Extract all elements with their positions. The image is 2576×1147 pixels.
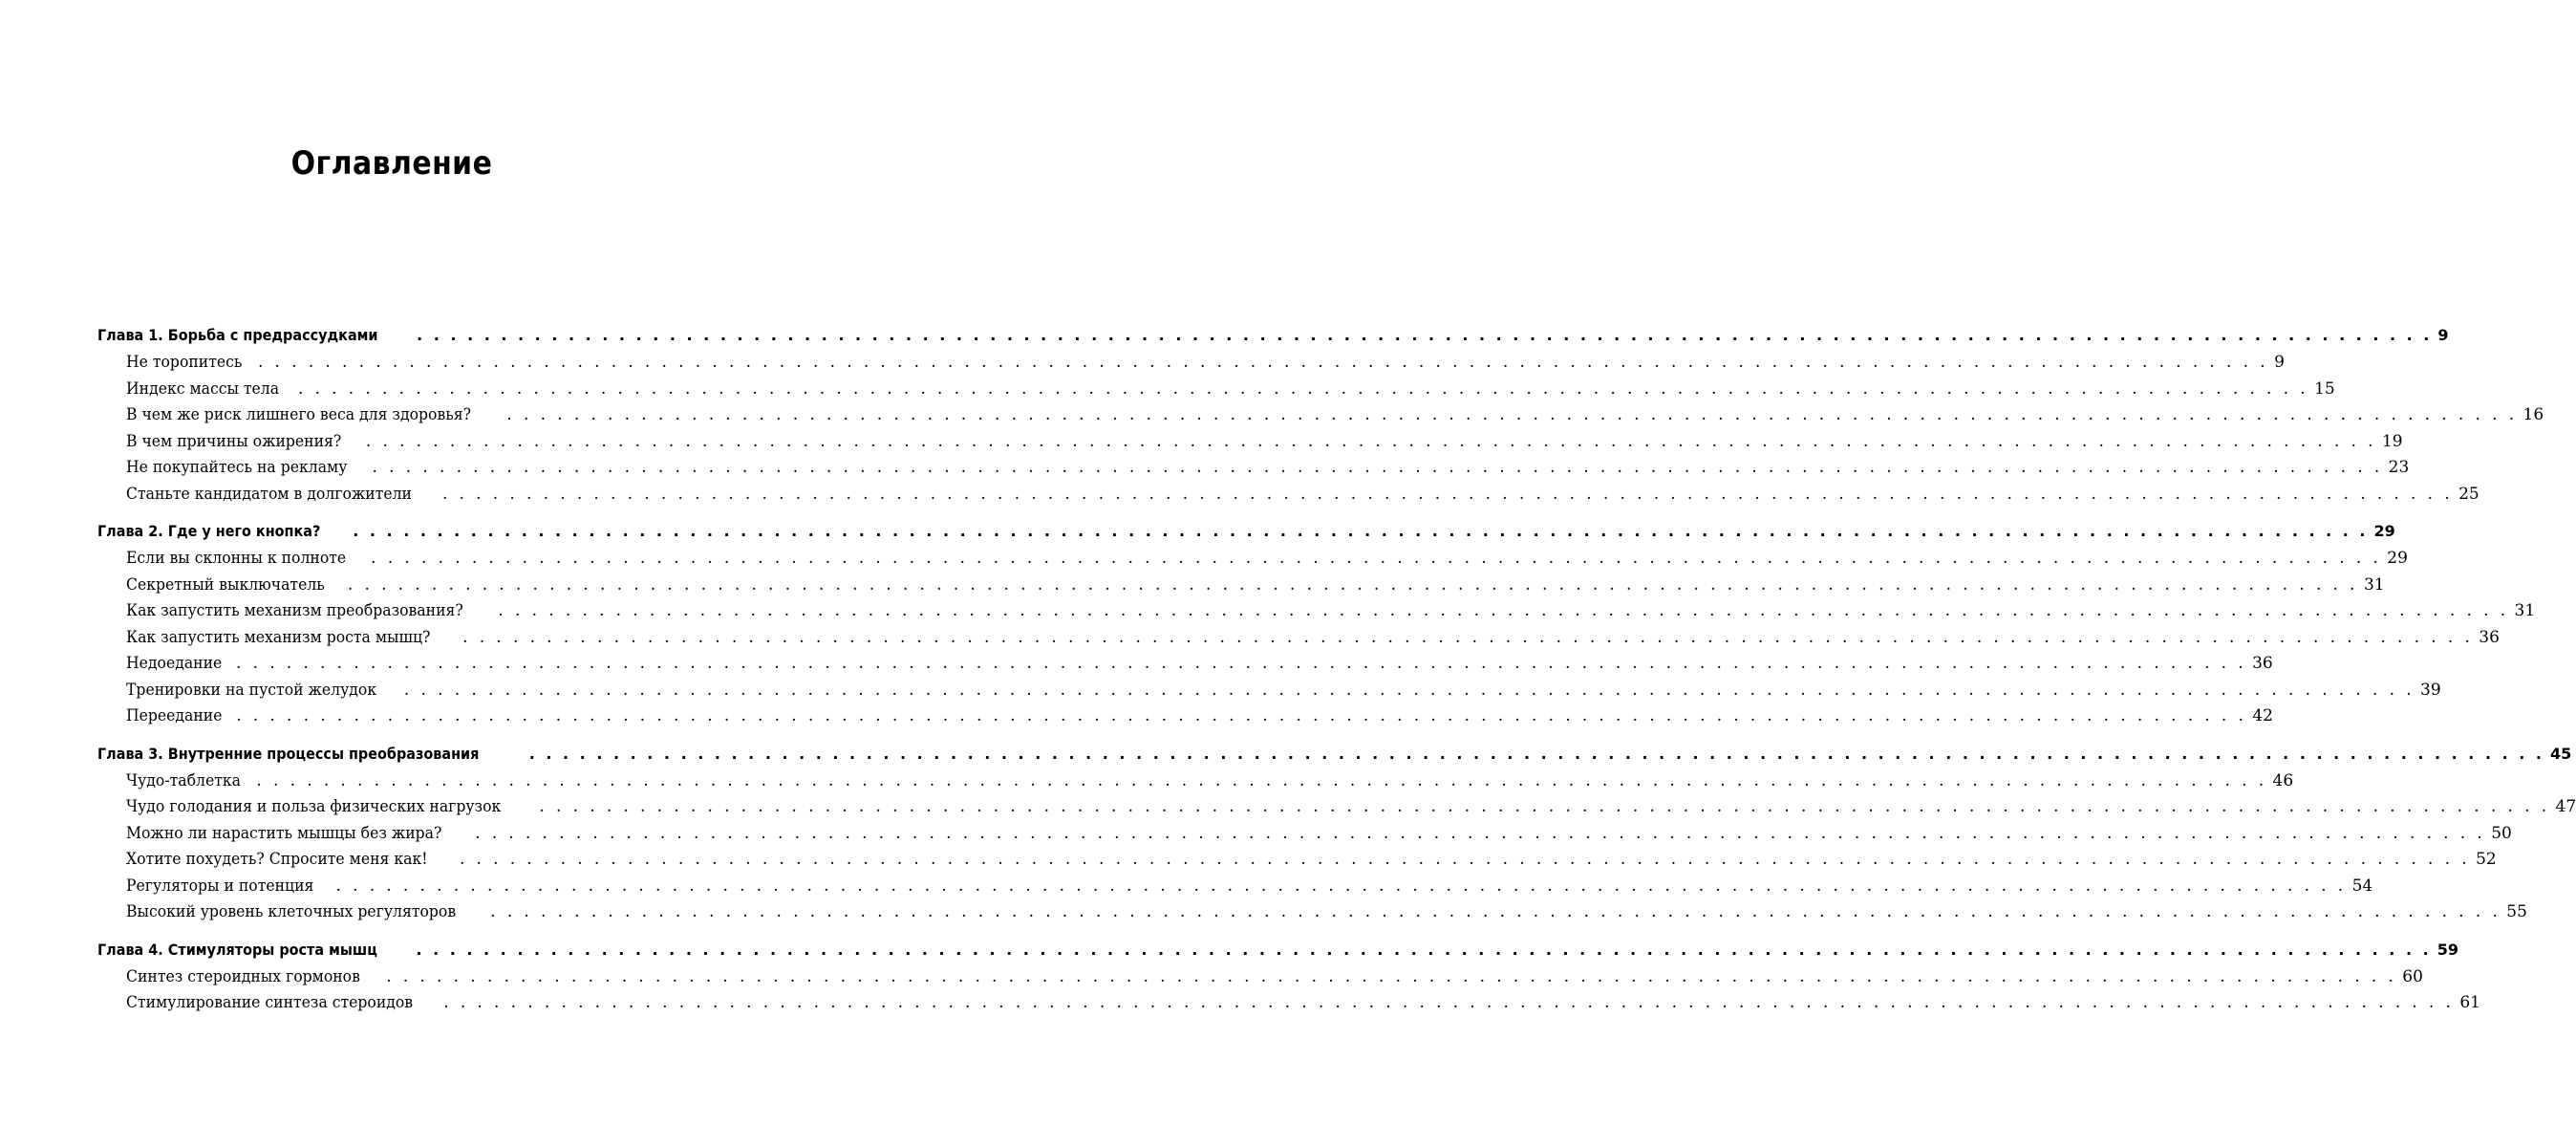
dot-leader: . . . . . . . . . . . . . . . . . . . . . . . . . . . . . . . . . . . . . . . . . . . . . . . . . . . . . . . . . . . . . . . . . . . . . . . . . . . . . . . . . . . . . . . . . . . . . . . . . . . . . . . . . . . . . . . . . . . . . . . . (441, 484, 2454, 504)
toc-section[interactable] (126, 703, 2273, 730)
toc-section-label: Как запустить механизм преобразования? (126, 601, 463, 620)
dot-leader: . . . . . . . . . . . . . . . . . . . . . . . . . . . . . . . . . . . . . . . . . . . . . . . . . . . . . . . . . . . . . . . . . . . . . . . . . . . . . . . . . . . . . . . . . . . . . . . . . . . . . . . . . . . . . . . . . . . . . . . . (371, 549, 2382, 568)
toc-section-label: Тренировки на пустой желудок (126, 680, 377, 700)
toc-section-label: Как запустить механизм роста мышц? (126, 627, 431, 647)
toc-section[interactable] (126, 350, 2285, 377)
toc-section[interactable] (126, 455, 2410, 482)
toc-section-page-number: 61 (2459, 993, 2480, 1012)
toc-section-label: Синтез стероидных гормонов (126, 966, 360, 986)
toc-section-label: Чудо-таблетка (126, 770, 241, 790)
dot-leader: . . . . . . . . . . . . . . . . . . . . . . . . . . . . . . . . . . . . . . . . . . . . . . . . . . . . . . . . . . . . . . . . . . . . . . . . . . . . . . . . . . . . . . . . . . . . . . . . . . . . . . . . . . . . . . . . . . . . . . . . (539, 797, 2550, 816)
dot-leader: . . . . . . . . . . . . . . . . . . . . . . . . . . . . . . . . . . . . . . . . . . . . . . . . . . . . . . . . . . . . . . . . . . . . . . . . . . . . . . . . . . . . . . . . . . . . . . . . . . . . . . . . . . . . . . . . . . . . . . . . (347, 574, 2358, 595)
toc-section[interactable] (126, 573, 2385, 599)
toc-section[interactable] (126, 678, 2441, 704)
dot-leader: . . . . . . . . . . . . . . . . . . . . . . . . . . . . . . . . . . . . . . . . . . . . . . . . . . . . . . . . . . . . . . . . . . . . . . . . . . . . . . . . . . . . . . . . . . . . . . . . . . . . . . . . . . . . . . . . . . . . . . . . (417, 326, 2433, 344)
toc-section-label: Высокий уровень клеточных регуляторов (126, 902, 457, 921)
toc-section-label: Хотите похудеть? Спросите меня как! (126, 850, 428, 869)
page-title: Оглавление (290, 143, 493, 183)
toc-chapter[interactable] (97, 517, 2395, 546)
dot-leader: . . . . . . . . . . . . . . . . . . . . . . . . . . . . . . . . . . . . . . . . . . . . . . . . . . . . . . . . . . . . . . . . . . . . . . . . . . . . . . . . . . . . . . . . . . . . . . . . . . . . . . . . . . . . . . . . . . . . . . . . (353, 522, 2369, 540)
toc-section[interactable] (126, 598, 2536, 625)
toc-section-label: Стимулирование синтеза стероидов (126, 993, 414, 1012)
toc-section[interactable] (126, 651, 2273, 678)
dot-leader: . . . . . . . . . . . . . . . . . . . . . . . . . . . . . . . . . . . . . . . . . . . . . . . . . . . . . . . . . . . . . . . . . . . . . . . . . . . . . . . . . . . . . . . . . . . . . . . . . . . . . . . . . . . . . . . . . . . . . . . . (462, 627, 2474, 647)
toc-section[interactable] (126, 429, 2403, 456)
dot-leader: . . . . . . . . . . . . . . . . . . . . . . . . . . . . . . . . . . . . . . . . . . . . . . . . . . . . . . . . . . . . . . . . . . . . . . . . . . . . . . . . . . . . . . . . . . . . . . . . . . . . . . . . . . . . . . . . . . . . . . . . (257, 353, 2269, 372)
toc-section-page-number: 52 (2476, 850, 2497, 869)
toc-chapter-page-number: 29 (2373, 522, 2395, 540)
toc-section-page-number: 47 (2555, 797, 2576, 816)
chapter-spacer (97, 508, 682, 517)
toc-chapter[interactable] (97, 936, 2458, 964)
toc-section-page-number: 36 (2252, 654, 2273, 673)
dot-leader: . . . . . . . . . . . . . . . . . . . . . . . . . . . . . . . . . . . . . . . . . . . . . . . . . . . . . . . . . . . . . . . . . . . . . . . . . . . . . . . . . . . . . . . . . . . . . . . . . . . . . . . . . . . . . . . . . . . . . . . . (335, 876, 2347, 896)
toc-section-label: Станьте кандидатом в долгожители (126, 484, 412, 504)
toc-section-page-number: 54 (2351, 876, 2373, 896)
table-of-contents (97, 321, 2576, 1017)
toc-chapter-label: Глава 2. Где у него кнопка? (97, 522, 321, 540)
toc-section-page-number: 55 (2506, 902, 2527, 921)
toc-chapter-label: Глава 4. Стимуляторы роста мышц (97, 940, 377, 959)
toc-section-page-number: 19 (2381, 431, 2403, 451)
toc-section-label: Чудо голодания и польза физических нагрузок (126, 797, 502, 816)
chapter-spacer (97, 926, 682, 936)
toc-section-page-number: 50 (2491, 823, 2512, 843)
toc-section-page-number: 25 (2458, 484, 2479, 504)
toc-section-page-number: 46 (2272, 770, 2294, 790)
dot-leader: . . . . . . . . . . . . . . . . . . . . . . . . . . . . . . . . . . . . . . . . . . . . . . . . . . . . . . . . . . . . . . . . . . . . . . . . . . . . . . . . . . . . . . . . . . . . . . . . . . . . . . . . . . . . . . . . . . . . . . . . (386, 966, 2397, 986)
toc-section-label: В чем же риск лишнего веса для здоровья? (126, 405, 472, 424)
toc-section-label: Переедание (126, 706, 223, 725)
toc-section-label: Недоедание (126, 654, 223, 673)
dot-leader: . . . . . . . . . . . . . . . . . . . . . . . . . . . . . . . . . . . . . . . . . . . . . . . . . . . . . . . . . . . . . . . . . . . . . . . . . . . . . . . . . . . . . . . . . . . . . . . . . . . . . . . . . . . . . . . . . . . . . . . . (506, 405, 2518, 424)
toc-section-page-number: 36 (2479, 627, 2500, 647)
toc-section-page-number: 60 (2402, 966, 2423, 986)
dot-leader: . . . . . . . . . . . . . . . . . . . . . . . . . . . . . . . . . . . . . . . . . . . . . . . . . . . . . . . . . . . . . . . . . . . . . . . . . . . . . . . . . . . . . . . . . . . . . . . . . . . . . . . . . . . . . . . . . . . . . . . . (365, 431, 2376, 451)
toc-section-label: Не торопитесь (126, 353, 243, 372)
toc-section[interactable] (126, 990, 2480, 1017)
toc-section-page-number: 23 (2388, 458, 2410, 477)
dot-leader: . . . . . . . . . . . . . . . . . . . . . . . . . . . . . . . . . . . . . . . . . . . . . . . . . . . . . . . . . . . . . . . . . . . . . . . . . . . . . . . . . . . . . . . . . . . . . . . . . . . . . . . . . . . . . . . . . . . . . . . . (236, 706, 2247, 725)
toc-chapter-label: Глава 3. Внутренние процессы преобразования (97, 744, 480, 763)
toc-section-page-number: 16 (2522, 405, 2544, 424)
toc-section[interactable] (126, 899, 2527, 926)
dot-leader: . . . . . . . . . . . . . . . . . . . . . . . . . . . . . . . . . . . . . . . . . . . . . . . . . . . . . . . . . . . . . . . . . . . . . . . . . . . . . . . . . . . . . . . . . . . . . . . . . . . . . . . . . . . . . . . . . . . . . . . . (475, 823, 2486, 843)
toc-section[interactable] (126, 794, 2576, 821)
toc-section[interactable] (126, 821, 2512, 848)
dot-leader: . . . . . . . . . . . . . . . . . . . . . . . . . . . . . . . . . . . . . . . . . . . . . . . . . . . . . . . . . . . . . . . . . . . . . . . . . . . . . . . . . . . . . . . . . . . . . . . . . . . . . . . . . . . . . . . . . . . . . . . . (235, 654, 2247, 673)
dot-leader: . . . . . . . . . . . . . . . . . . . . . . . . . . . . . . . . . . . . . . . . . . . . . . . . . . . . . . . . . . . . . . . . . . . . . . . . . . . . . . . . . . . . . . . . . . . . . . . . . . . . . . . . . . . . . . . . . . . . . . . . (498, 601, 2509, 620)
toc-section-label: Регуляторы и потенция (126, 876, 314, 896)
dot-leader: . . . . . . . . . . . . . . . . . . . . . . . . . . . . . . . . . . . . . . . . . . . . . . . . . . . . . . . . . . . . . . . . . . . . . . . . . . . . . . . . . . . . . . . . . . . . . . . . . . . . . . . . . . . . . . . . . . . . . . . . (256, 770, 2267, 790)
toc-section[interactable] (126, 768, 2294, 795)
toc-section[interactable] (126, 625, 2500, 652)
toc-section-label: Можно ли нарастить мышцы без жира? (126, 823, 442, 843)
toc-section-label: Не покупайтесь на рекламу (126, 458, 348, 477)
toc-section-page-number: 31 (2363, 574, 2385, 595)
toc-section-label: Индекс массы тела (126, 379, 280, 399)
dot-leader: . . . . . . . . . . . . . . . . . . . . . . . . . . . . . . . . . . . . . . . . . . . . . . . . . . . . . . . . . . . . . . . . . . . . . . . . . . . . . . . . . . . . . . . . . . . . . . . . . . . . . . . . . . . . . . . . . . . . . . . . (528, 744, 2544, 763)
toc-section-label: Если вы склонны к полноте (126, 549, 347, 568)
toc-section-label: В чем причины ожирения? (126, 431, 342, 451)
toc-section-page-number: 31 (2514, 601, 2536, 620)
dot-leader: . . . . . . . . . . . . . . . . . . . . . . . . . . . . . . . . . . . . . . . . . . . . . . . . . . . . . . . . . . . . . . . . . . . . . . . . . . . . . . . . . . . . . . . . . . . . . . . . . . . . . . . . . . . . . . . . . . . . . . . . (403, 680, 2415, 700)
toc-section[interactable] (126, 847, 2497, 874)
toc-chapter[interactable] (97, 321, 2449, 350)
toc-chapter-page-number: 9 (2437, 326, 2449, 344)
dot-leader: . . . . . . . . . . . . . . . . . . . . . . . . . . . . . . . . . . . . . . . . . . . . . . . . . . . . . . . . . . . . . . . . . . . . . . . . . . . . . . . . . . . . . . . . . . . . . . . . . . . . . . . . . . . . . . . . . . . . . . . . (416, 940, 2432, 959)
toc-section-page-number: 42 (2252, 706, 2273, 725)
toc-section-page-number: 29 (2387, 549, 2408, 568)
toc-section-label: Секретный выключатель (126, 574, 325, 595)
dot-leader: . . . . . . . . . . . . . . . . . . . . . . . . . . . . . . . . . . . . . . . . . . . . . . . . . . . . . . . . . . . . . . . . . . . . . . . . . . . . . . . . . . . . . . . . . . . . . . . . . . . . . . . . . . . . . . . . . . . . . . . . (372, 458, 2383, 477)
toc-section[interactable] (126, 546, 2408, 573)
chapter-spacer (97, 730, 682, 740)
toc-chapter-label: Глава 1. Борьба с предрассудками (97, 326, 378, 344)
toc-section-page-number: 39 (2420, 680, 2441, 700)
toc-chapter-page-number: 45 (2549, 744, 2572, 763)
toc-section[interactable] (126, 874, 2373, 900)
toc-section[interactable] (126, 377, 2335, 403)
toc-section-page-number: 15 (2314, 379, 2335, 399)
dot-leader: . . . . . . . . . . . . . . . . . . . . . . . . . . . . . . . . . . . . . . . . . . . . . . . . . . . . . . . . . . . . . . . . . . . . . . . . . . . . . . . . . . . . . . . . . . . . . . . . . . . . . . . . . . . . . . . . . . . . . . . . (490, 902, 2501, 921)
toc-section[interactable] (126, 482, 2479, 509)
dot-leader: . . . . . . . . . . . . . . . . . . . . . . . . . . . . . . . . . . . . . . . . . . . . . . . . . . . . . . . . . . . . . . . . . . . . . . . . . . . . . . . . . . . . . . . . . . . . . . . . . . . . . . . . . . . . . . . . . . . . . . . . (443, 993, 2455, 1012)
dot-leader: . . . . . . . . . . . . . . . . . . . . . . . . . . . . . . . . . . . . . . . . . . . . . . . . . . . . . . . . . . . . . . . . . . . . . . . . . . . . . . . . . . . . . . . . . . . . . . . . . . . . . . . . . . . . . . . . . . . . . . . . (459, 850, 2471, 869)
dot-leader: . . . . . . . . . . . . . . . . . . . . . . . . . . . . . . . . . . . . . . . . . . . . . . . . . . . . . . . . . . . . . . . . . . . . . . . . . . . . . . . . . . . . . . . . . . . . . . . . . . . . . . . . . . . . . . . . . . . . . . . . (297, 379, 2309, 399)
toc-section[interactable] (126, 402, 2544, 429)
toc-section-page-number: 9 (2274, 353, 2285, 372)
toc-chapter[interactable] (97, 740, 2572, 768)
toc-section[interactable] (126, 964, 2423, 991)
toc-chapter-page-number: 59 (2436, 940, 2458, 959)
